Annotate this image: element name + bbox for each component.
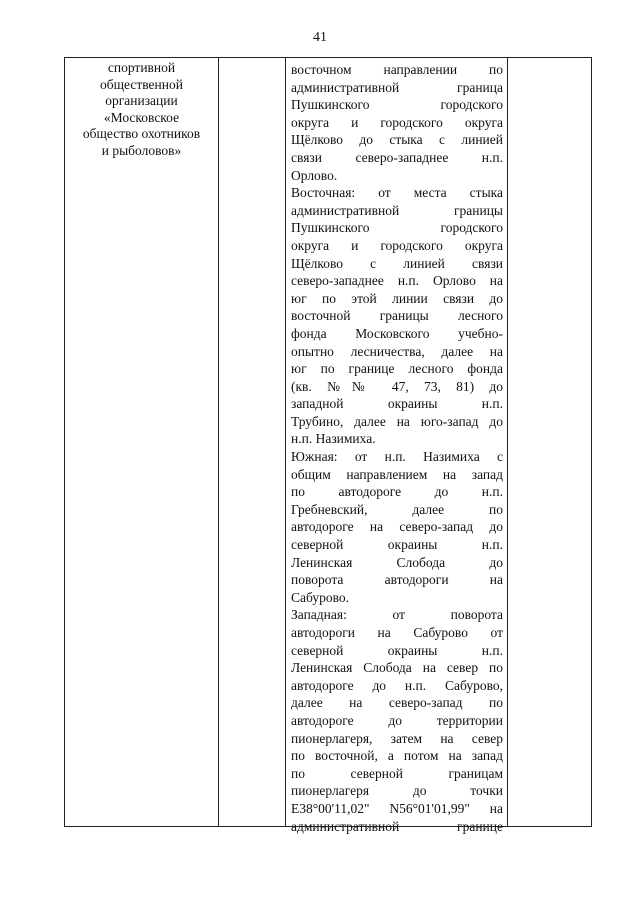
description-line: фонда Московского учебно- <box>291 325 503 341</box>
organization-line: общество охотников <box>82 126 201 141</box>
description-line: автодороге до н.п. Сабурово, <box>291 677 503 693</box>
description-line: Гребневский, далее по <box>291 501 503 517</box>
description-line: округа и городского округа <box>291 237 503 253</box>
description-line: н.п. Назимиха. <box>291 431 376 447</box>
description-line: Орлово. <box>291 167 338 183</box>
description-line: Восточная: от места стыка <box>291 185 503 201</box>
description-line: по северной границам <box>291 765 503 781</box>
description-line: округа и городского округа <box>291 114 503 130</box>
description-line: Сабурово. <box>291 589 350 605</box>
boundary-description <box>291 61 507 835</box>
description-line: северной окраины н.п. <box>291 642 503 658</box>
description-line: административной граница <box>291 79 503 95</box>
description-line: Трубино, далее на юго-запад до <box>291 413 503 429</box>
description-line: Щёлково с линией связи <box>291 255 503 271</box>
empty-cell <box>219 58 286 826</box>
description-line: автодороги на Сабурово от <box>291 625 503 640</box>
description-line: административной границе <box>291 818 503 834</box>
description-line: северо-западнее н.п. Орлово на <box>291 273 503 289</box>
description-line: восточном направлении по <box>291 62 503 77</box>
organization-line: и рыболовов» <box>101 142 182 158</box>
description-line: Щёлково до стыка с линией <box>291 132 503 148</box>
description-line: Западная: от поворота <box>291 607 503 623</box>
description-line: по восточной, а потом на запад <box>291 748 503 764</box>
description-line: пионерлагеря до точки <box>291 783 503 799</box>
description-line: далее на северо-запад по <box>291 695 503 711</box>
organization-line: общественной <box>100 76 183 92</box>
description-line: Ленинская Слобода на север по <box>291 660 503 676</box>
organization-name <box>65 58 218 159</box>
description-line: пионерлагеря, затем на север <box>291 730 503 746</box>
description-line: автодороге до территории <box>291 712 503 728</box>
description-line: восточной границы лесного <box>291 308 503 324</box>
description-line: (кв. №№ 47, 73, 81) до <box>291 378 503 394</box>
description-line: северной окраины н.п. <box>291 537 503 553</box>
description-line: юг по этой линии связи до <box>291 290 503 306</box>
organization-cell <box>65 58 219 826</box>
description-line: E38°00'11,02" N56°01'01,99" на <box>291 800 503 816</box>
description-line: административной границы <box>291 202 503 218</box>
notes-cell <box>508 58 593 826</box>
page-number: 41 <box>313 30 327 45</box>
description-line: западной окраины н.п. <box>291 396 503 412</box>
organization-line: спортивной <box>107 60 176 75</box>
description-line: общим направлением на запад <box>291 466 503 482</box>
description-line: юг по границе лесного фонда <box>291 361 503 377</box>
description-line: автодороге на северо-запад до <box>291 519 503 535</box>
organization-line: «Московское <box>103 109 180 125</box>
description-line: опытно лесничества, далее на <box>291 343 503 359</box>
description-line: Ленинская Слобода до <box>291 554 503 570</box>
description-line: поворота автодороги на <box>291 572 503 588</box>
description-line: Южная: от н.п. Назимиха с <box>291 449 503 465</box>
description-line: Пушкинского городского <box>291 97 503 113</box>
description-line: Пушкинского городского <box>291 220 503 236</box>
boundary-table <box>64 57 592 834</box>
boundary-description-cell <box>286 58 508 834</box>
description-line: по автодороге до н.п. <box>291 484 503 500</box>
description-line: связи северо-западнее н.п. <box>291 149 503 165</box>
organization-line: организации <box>105 93 178 108</box>
